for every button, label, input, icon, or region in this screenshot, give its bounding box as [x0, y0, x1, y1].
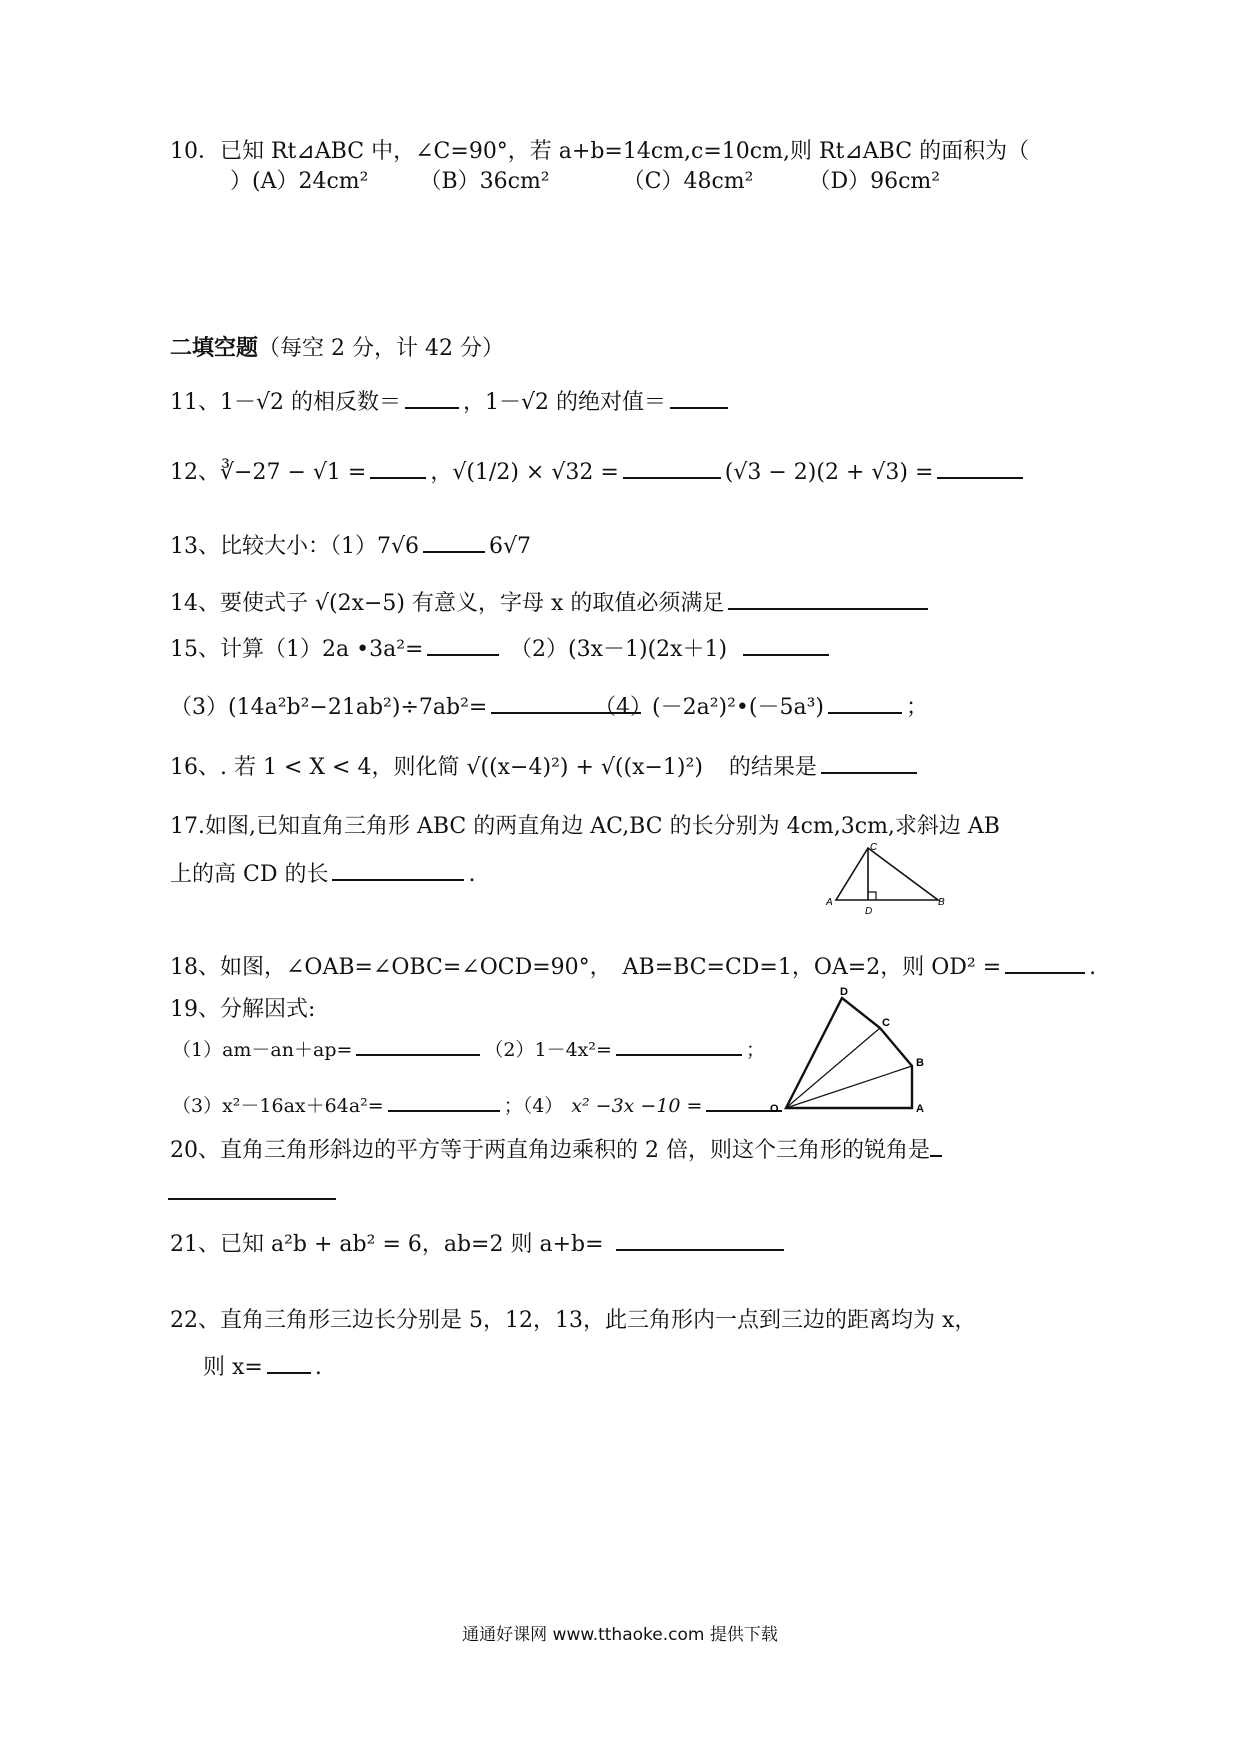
q10-stem: 10．已知 Rt⊿ABC 中，∠C=90°，若 a+b=14cm,c=10cm,则 Rt⊿ABC 的面积为（: [170, 139, 1030, 164]
section-title: [170, 333, 504, 364]
q13: [170, 529, 531, 562]
q15-row-1b: [510, 632, 833, 665]
q19-blank-1[interactable]: [356, 1032, 480, 1056]
q19-row-2: [172, 1088, 786, 1121]
q18: [170, 950, 1096, 983]
q17-end: .: [468, 862, 476, 887]
q11-part-b: ，1－√2 的绝对值＝: [463, 390, 667, 415]
q21-text: 21、已知 a²b + ab² = 6，ab=2 则 a+b=: [170, 1232, 604, 1257]
q21: [170, 1227, 788, 1260]
q17-line-2-text: 上的高 CD 的长: [170, 862, 329, 887]
q12-number: 12、: [170, 460, 220, 485]
q12-blank-3[interactable]: [937, 455, 1023, 479]
q10-choices: ）(A）24cm² （B）36cm² （C）48cm² （D）96cm²: [230, 169, 941, 194]
q20: [170, 1133, 942, 1166]
q17-label-c: C: [870, 842, 878, 853]
q19-part-2-end: ；: [745, 1039, 765, 1061]
q16-blank[interactable]: [821, 750, 917, 774]
q19-part-1: （1）am－an＋ap=: [172, 1039, 353, 1061]
q13-tail: 6√7: [489, 534, 532, 559]
q12-expr-2: √(1/2) × √32 =: [452, 460, 619, 485]
q13-blank[interactable]: [423, 529, 485, 553]
q15-blank-2[interactable]: [743, 632, 829, 656]
q20-text: 20、直角三角形斜边的平方等于两直角边乘积的 2 倍，则这个三角形的锐角是: [170, 1138, 930, 1163]
q17-blank[interactable]: [332, 857, 464, 881]
q18-label-o: O: [770, 1103, 779, 1115]
q22-line-2: [203, 1350, 322, 1383]
q15-part-3: （3）(14a²b²−21ab²)÷7ab²=: [170, 695, 488, 720]
q13-text: 13、比较大小：（1）7√6: [170, 534, 420, 559]
q19-part-4: x² −3x −10 =: [571, 1095, 703, 1117]
q18-blank[interactable]: [1005, 950, 1085, 974]
q18-label-c: C: [882, 1017, 890, 1029]
q14-blank[interactable]: [728, 586, 928, 610]
q21-blank[interactable]: [616, 1227, 784, 1251]
q17-triangle-figure: [820, 838, 950, 916]
q17-triangle: [836, 848, 938, 900]
q22-blank[interactable]: [267, 1350, 311, 1374]
q11: [170, 385, 732, 418]
q18-label-d: D: [840, 986, 848, 998]
q22-end: .: [314, 1355, 322, 1380]
q17-label-b: B: [938, 897, 945, 908]
q19-blank-3[interactable]: [388, 1088, 500, 1112]
q17-right-angle-mark: [868, 892, 876, 900]
q16-tail: 的结果是: [728, 755, 817, 780]
q18-label-b: B: [916, 1057, 924, 1069]
q19-row-1: [172, 1032, 765, 1065]
q18-segment-oc: [786, 1028, 880, 1108]
q15-row-2: [170, 690, 645, 723]
q16: [170, 750, 921, 783]
q11-blank-2[interactable]: [670, 385, 728, 409]
q14: [170, 586, 932, 619]
q12-expr-1: ∛−27 − √1 =: [220, 460, 367, 485]
q17-line-2: [170, 857, 475, 890]
q15-row-2b: [594, 690, 928, 723]
q15-blank-4[interactable]: [828, 690, 902, 714]
q12: 12、∛−27 − √1 = ，√(1/2) × √32 = (√3 − 2)(2 + √3) =: [170, 455, 1027, 488]
q11-part-a: 11、1－√2 的相反数＝: [170, 390, 402, 415]
q20-blank[interactable]: [168, 1176, 336, 1200]
q19-part-3: （3）x²－16ax＋64a²=: [172, 1095, 384, 1117]
q22-line-1: 22、直角三角形三边长分别是 5，12，13，此三角形内一点到三边的距离均为 x，: [170, 1308, 977, 1333]
page-footer: 通通好课网 www.tthaoke.com 提供下载: [462, 1625, 778, 1645]
q15-part-1: 15、计算（1）2a •3a²=: [170, 637, 424, 662]
q12-blank-1[interactable]: [370, 455, 426, 479]
section-title-text: 二填空题: [170, 335, 259, 361]
q15-blank-1[interactable]: [427, 632, 499, 656]
q19-part-3-end: ；（4）: [503, 1095, 564, 1117]
q20-blank-start[interactable]: [930, 1133, 942, 1157]
q18-label-a: A: [916, 1103, 924, 1115]
q12-blank-2[interactable]: [623, 455, 721, 479]
q15-row-1: [170, 632, 503, 665]
section-note: （每空 2 分，计 42 分）: [258, 336, 504, 361]
q12-expr-3: (√3 − 2)(2 + √3) =: [724, 460, 934, 485]
q17-line-1: 17.如图,已知直角三角形 ABC 的两直角边 AC,BC 的长分别为 4cm,3cm,求斜边 AB: [170, 814, 1000, 839]
q15-row-2-end: ；: [906, 695, 929, 720]
q18-spiral-figure: [770, 982, 940, 1122]
q18-text: 18、如图，∠OAB=∠OBC=∠OCD=90°， AB=BC=CD=1，OA=2，则 OD² =: [170, 955, 1002, 980]
q15-part-4: （4）(－2a²)²•(－5a³): [594, 695, 824, 720]
q19-title: 19、分解因式:: [170, 997, 316, 1022]
q22-line-2-text: 则 x=: [203, 1355, 263, 1380]
q11-blank-1[interactable]: [405, 385, 459, 409]
q19-part-2: （2）1－4x²=: [484, 1039, 612, 1061]
q15-part-2: （2）(3x－1)(2x＋1): [510, 637, 728, 662]
q17-label-a: A: [826, 897, 833, 908]
q17-label-d: D: [865, 906, 873, 916]
q16-text: 16、. 若 1 < X < 4，则化简 √((x−4)²) + √((x−1)²): [170, 755, 703, 780]
q14-text: 14、要使式子 √(2x−5) 有意义，字母 x 的取值必须满足: [170, 591, 725, 616]
q19-blank-2[interactable]: [616, 1032, 742, 1056]
q18-end: .: [1089, 955, 1097, 980]
